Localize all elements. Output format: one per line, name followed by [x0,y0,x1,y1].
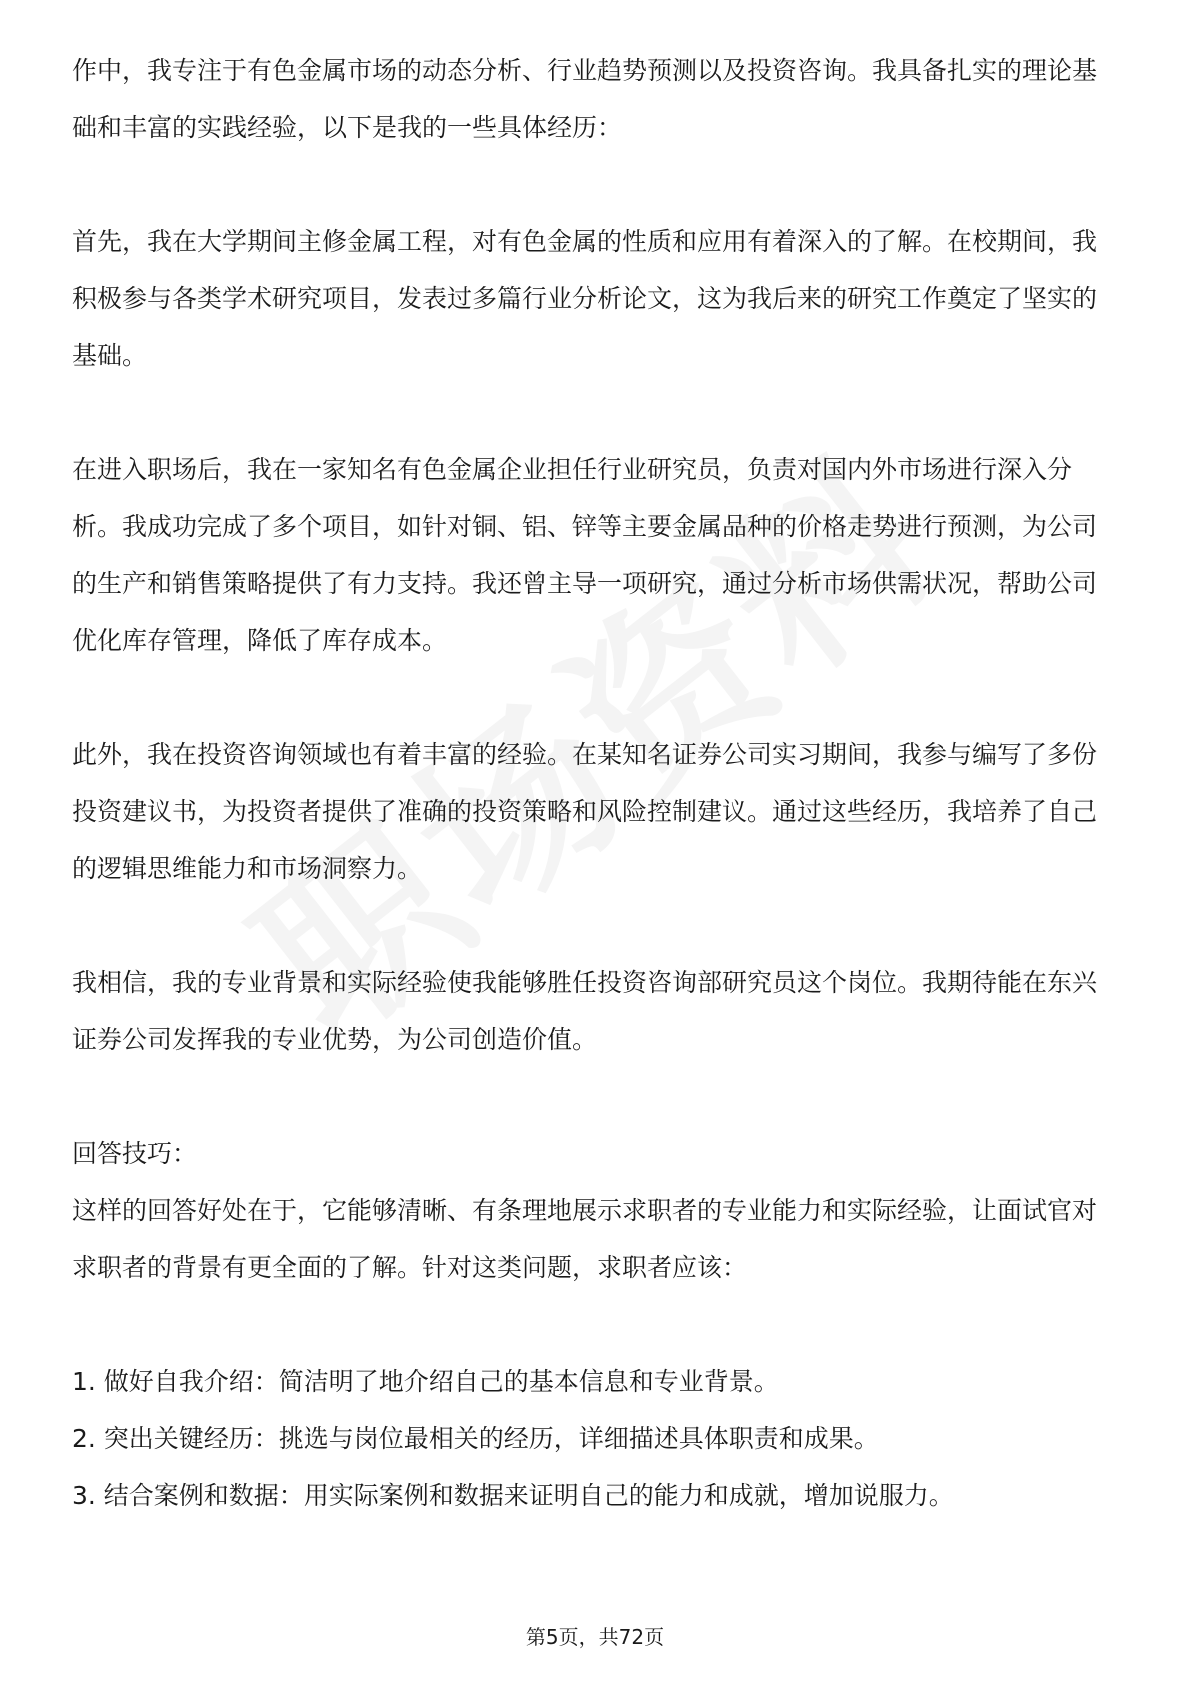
paragraph-intro: 作中，我专注于有色金属市场的动态分析、行业趋势预测以及投资咨询。我具备扎实的理论基础和丰富的实践经验，以下是我的一些具体经历： [72,56,1098,142]
paragraph-education: 首先，我在大学期间主修金属工程，对有色金属的性质和应用有着深入的了解。在校期间，我积极参与各类学术研究项目，发表过多篇行业分析论文，这为我后来的研究工作奠定了坚实的基础。 [72,227,1098,370]
list-item: 3. 结合案例和数据：用实际案例和数据来证明自己的能力和成就，增加说服力。 [72,1481,954,1510]
document-body [72,42,1120,1524]
tips-intro: 这样的回答好处在于，它能够清晰、有条理地展示求职者的专业能力和实际经验，让面试官对求职者的背景有更全面的了解。针对这类问题，求职者应该： [72,1196,1098,1282]
paragraph-work-experience: 在进入职场后，我在一家知名有色金属企业担任行业研究员，负责对国内外市场进行深入分析。我成功完成了多个项目，如针对铜、铝、锌等主要金属品种的价格走势进行预测，为公司的生产和销售策略提供了有力支持。我还曾主导一项研究，通过分析市场供需状况，帮助公司优化库存管理，降低了库存成本。 [72,455,1098,655]
tips-list [72,1353,1120,1524]
list-item: 2. 突出关键经历：挑选与岗位最相关的经历，详细描述具体职责和成果。 [72,1424,879,1453]
paragraph-conclusion: 我相信，我的专业背景和实际经验使我能够胜任投资咨询部研究员这个岗位。我期待能在东兴证券公司发挥我的专业优势，为公司创造价值。 [72,968,1098,1054]
paragraph-investment-experience: 此外，我在投资咨询领域也有着丰富的经验。在某知名证券公司实习期间，我参与编写了多份投资建议书，为投资者提供了准确的投资策略和风险控制建议。通过这些经历，我培养了自己的逻辑思维能力和市场洞察力。 [72,740,1098,883]
tips-heading: 回答技巧： [72,1139,198,1168]
list-item: 1. 做好自我介绍：简洁明了地介绍自己的基本信息和专业背景。 [72,1367,779,1396]
page-number: 第5页，共72页 [525,1625,665,1649]
